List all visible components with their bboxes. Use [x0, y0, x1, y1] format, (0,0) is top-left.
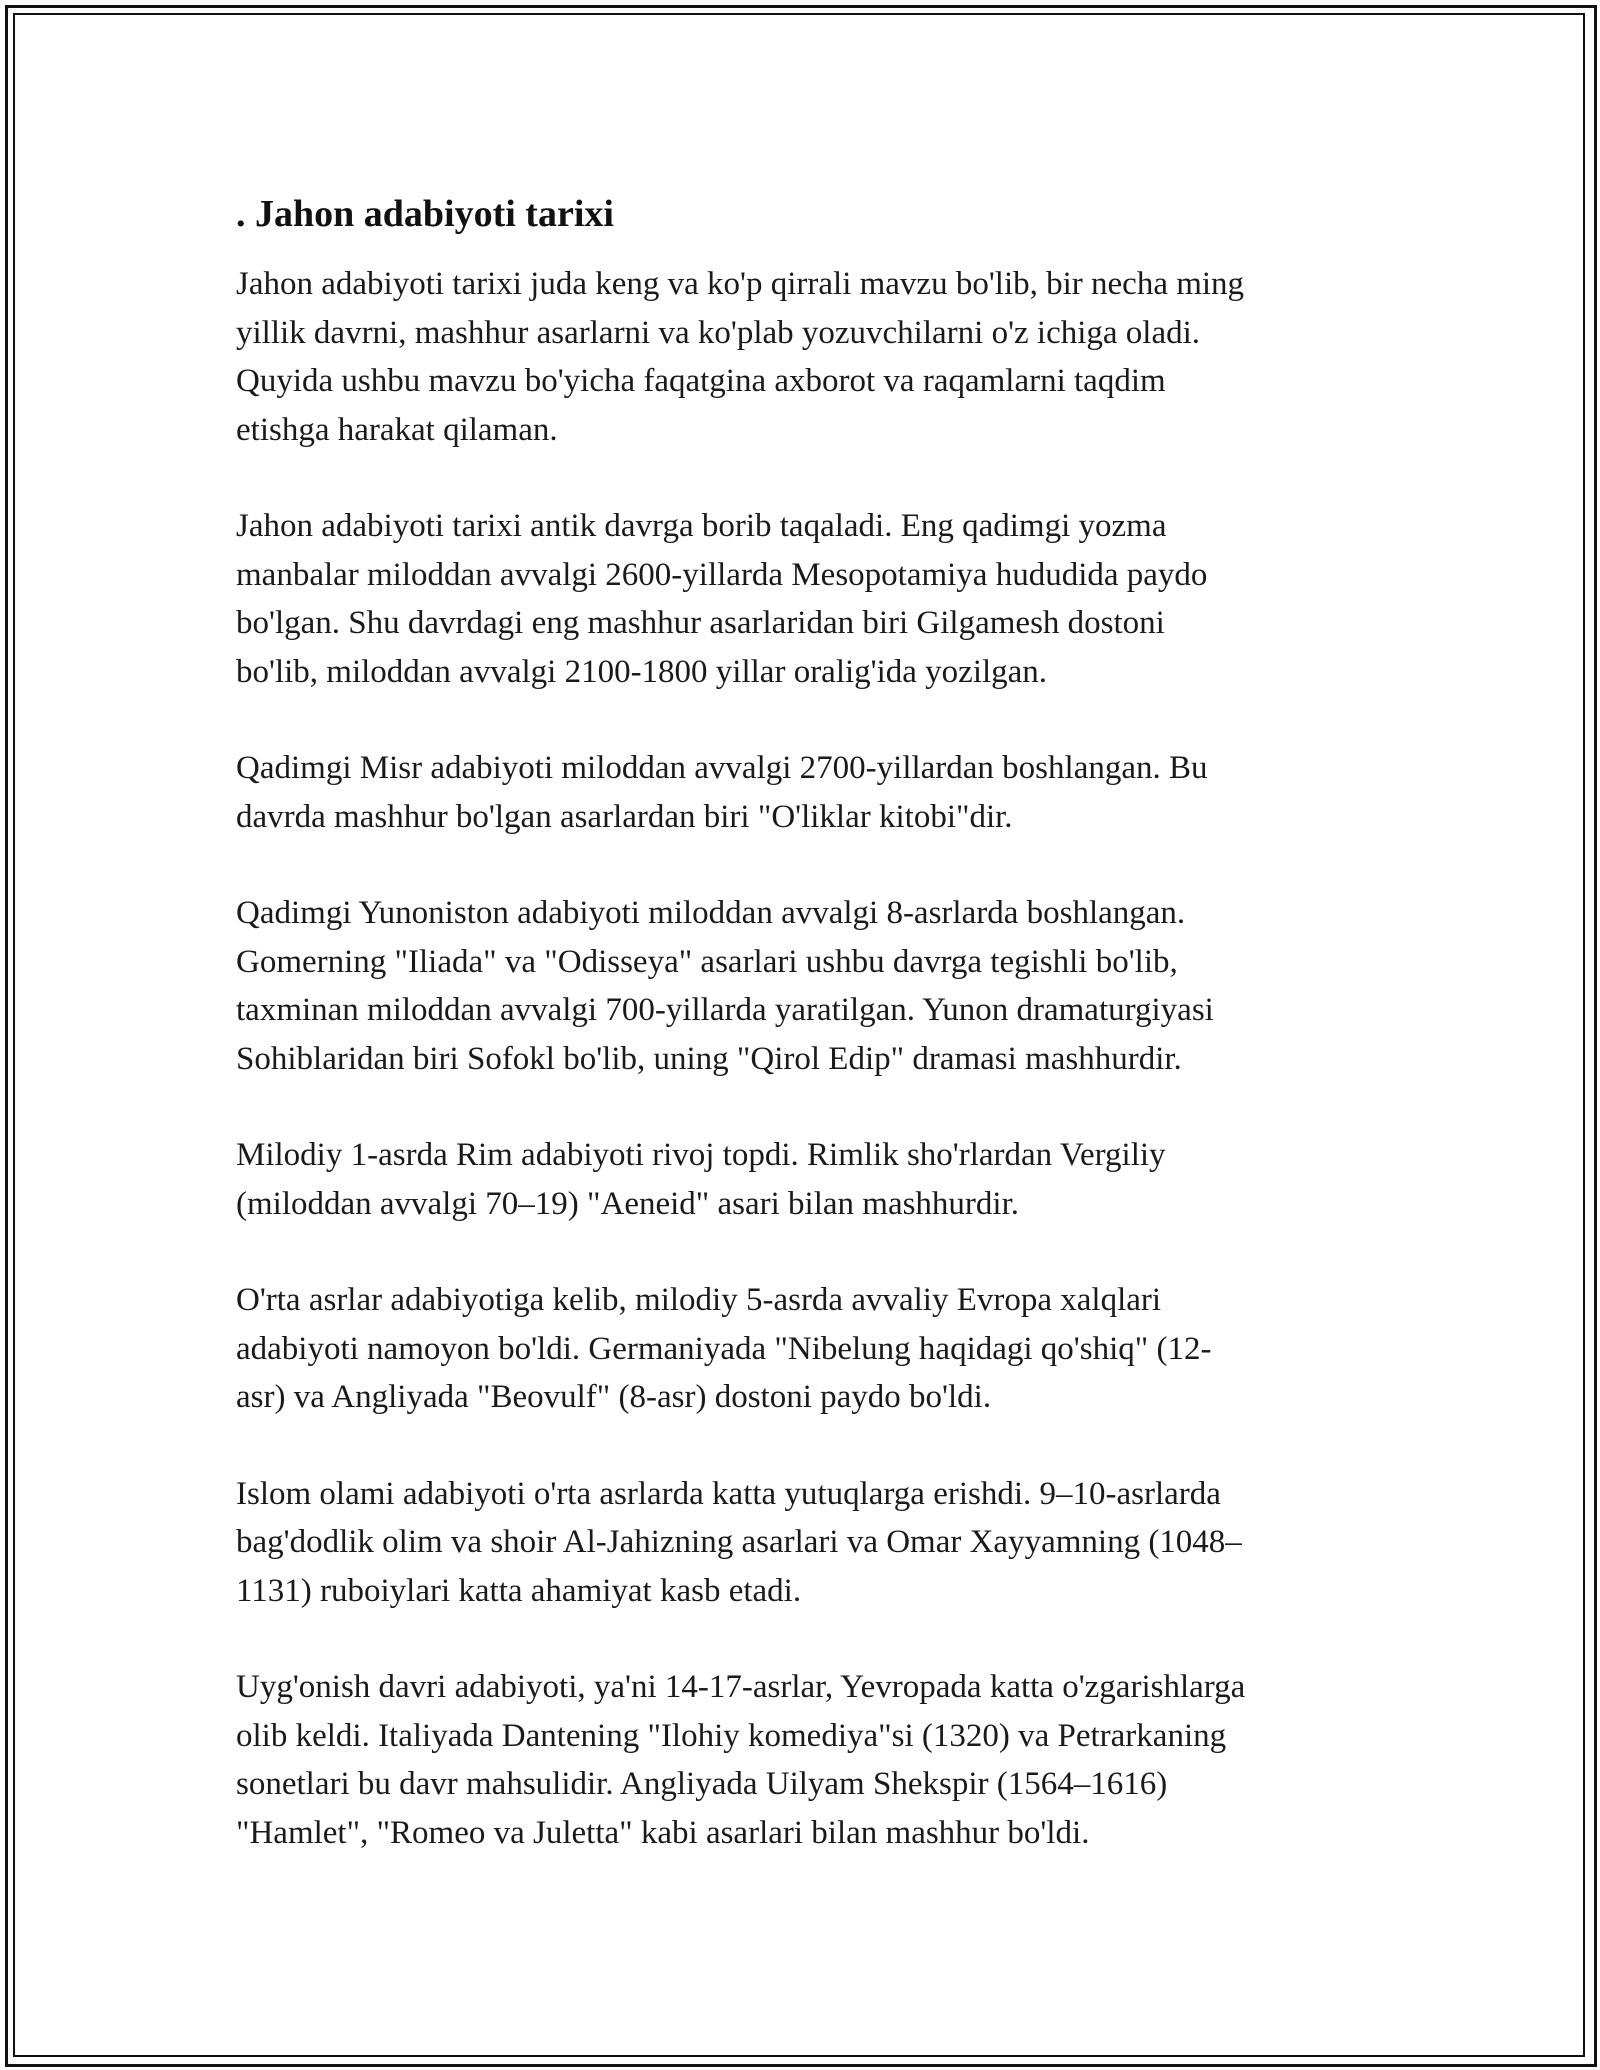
paragraph-islamic: Islom olami adabiyoti o'rta asrlarda katta yutuqlarga erishdi. 9–10-asrlarda bag'dodlik olim va shoir Al-Jahizning asarlari va Omar Xayyamning (1048– 1131) ruboiylari katta ahamiyat kasb etadi. [236, 1475, 1242, 1609]
document-title: . Jahon adabiyoti tarixi [236, 193, 614, 235]
paragraph-rome: Milodiy 1-asrda Rim adabiyoti rivoj topdi. Rimlik sho'rlardan Vergiliy (miloddan avvalgi 70–19) "Aeneid" asari bilan mashhurdir. [236, 1137, 1166, 1222]
paragraph-greece: Qadimgi Yunoniston adabiyoti miloddan avvalgi 8-asrlarda boshlangan. Gomerning "Iliada" va "Odisseya" asarlari ushbu davrga tegishli bo'lib, taxminan miloddan avvalgi 700-yillarda yaratilgan. Yunon dramaturgiyasi Sohiblaridan biri Sofokl bo'lib, uning "Qirol Edip" dramasi mashhurdir. [236, 895, 1214, 1077]
paragraph-renaissance: Uyg'onish davri adabiyoti, ya'ni 14-17-asrlar, Yevropada katta o'zgarishlarga olib keldi. Italiyada Dantening "Ilohiy komediya"si (1320) va Petrarkaning sonetlari bu davr mahsulidir. Angliyada Uilyam Shekspir (1564–1616) "Hamlet", "Romeo va Juletta" kabi asarlari bilan mashhur bo'ldi. [236, 1669, 1246, 1851]
document-body [236, 190, 1376, 1905]
paragraph-intro: Jahon adabiyoti tarixi juda keng va ko'p qirrali mavzu bo'lib, bir necha ming yillik davrni, mashhur asarlarni va ko'plab yozuvchilarni o'z ichiga oladi. Quyida ushbu mavzu bo'yicha faqatgina axborot va raqamlarni taqdim etishga harakat qilaman. [236, 266, 1245, 448]
paragraph-antiquity: Jahon adabiyoti tarixi antik davrga borib taqaladi. Eng qadimgi yozma manbalar miloddan avvalgi 2600-yillarda Mesopotamiya hududida paydo bo'lgan. Shu davrdagi eng mashhur asarlaridan biri Gilgamesh dostoni bo'lib, miloddan avvalgi 2100-1800 yillar oralig'ida yozilgan. [236, 508, 1208, 690]
paragraph-egypt: Qadimgi Misr adabiyoti miloddan avvalgi 2700-yillardan boshlangan. Bu davrda mashhur bo'lgan asarlardan biri "O'liklar kitobi"dir. [236, 750, 1208, 835]
paragraph-middle-ages: O'rta asrlar adabiyotiga kelib, milodiy 5-asrda avvaliy Evropa xalqlari adabiyoti namoyon bo'ldi. Germaniyada "Nibelung haqidagi qo'shiq" (12- asr) va Angliyada "Beovulf" (8-asr) dostoni paydo bo'ldi. [236, 1282, 1212, 1415]
